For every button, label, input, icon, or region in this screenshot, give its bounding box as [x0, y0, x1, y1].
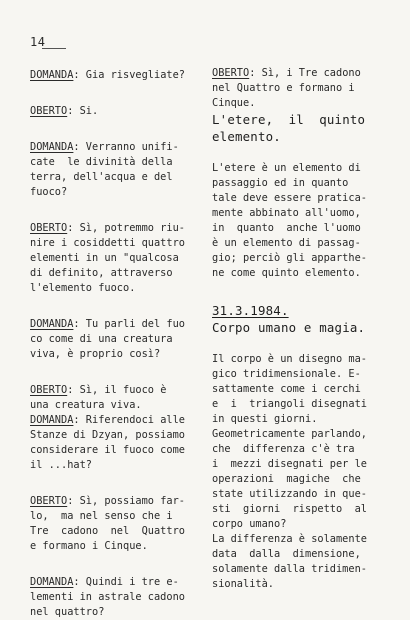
dialogue-block [30, 68, 202, 83]
text-line: Il corpo è un disegno ma- [212, 353, 367, 365]
dialogue-block [30, 140, 202, 200]
text-line [30, 494, 202, 509]
text-line: data dalla dimensione, [212, 548, 361, 560]
text-line [30, 575, 202, 590]
text-line: è un elemento di passag- [212, 237, 361, 249]
text-line: co come di una creatura [30, 333, 173, 345]
text-line: il ...hat? [30, 459, 92, 471]
dialogue-block [30, 104, 202, 119]
text-line: Geometricamente parlando, [212, 428, 367, 440]
text-line: tale deve essere pratica- [212, 192, 367, 204]
text-line: gico tridimensionale. E- [212, 368, 361, 380]
text: : Verranno unifi- [73, 141, 179, 153]
dialogue-block [30, 317, 202, 362]
text-line: in quanto anche l'uomo [212, 222, 361, 234]
text-line: fuoco? [30, 186, 68, 198]
text-line: solamente dalla tridimen- [212, 563, 367, 575]
text-line: Stanze di Dzyan, possiamo [30, 429, 185, 441]
text-line: sionalità. [212, 578, 274, 590]
text-line: sti giorni rispetto al [212, 503, 367, 515]
text-line [30, 104, 202, 119]
speaker-label: DOMANDA [30, 318, 74, 330]
speaker-label: OBERTO [30, 495, 68, 507]
text: : Sì, il fuoco è [67, 384, 167, 396]
text-line: l'elemento fuoco. [30, 282, 136, 294]
text-line: e formano i Cinque. [30, 540, 148, 552]
speaker-label: OBERTO [30, 222, 68, 234]
dialogue-block [212, 66, 380, 111]
speaker-label: OBERTO [212, 67, 250, 79]
text-line: sattamente come i cerchi [212, 383, 361, 395]
text-line: Cinque. [212, 97, 256, 109]
dialogue-block [30, 575, 202, 620]
speaker-label: OBERTO [30, 384, 68, 396]
text-line: L'etere è un elemento di [212, 162, 361, 174]
text-line [30, 317, 202, 332]
text-line: che differenza c'è tra [212, 443, 355, 455]
text-line: in questi giorni. [212, 413, 318, 425]
page-number: 14 [30, 35, 46, 49]
text-line: corpo umano? [212, 518, 287, 530]
text-line: una creatura viva. [30, 399, 142, 411]
text-line: nel Quattro e formano i [212, 82, 355, 94]
text-line: nire i cosiddetti quattro [30, 237, 185, 249]
text-line: cate le divinità della [30, 156, 173, 168]
text-line: ne come quinto elemento. [212, 267, 361, 279]
text: : Sì, possiamo far- [67, 495, 185, 507]
text-line: terra, dell'acqua e del [30, 171, 173, 183]
text-line: elementi in un "qualcosa [30, 252, 179, 264]
text-line: mente abbinato all'uomo, [212, 207, 361, 219]
right-column [212, 66, 380, 592]
paragraph [212, 161, 380, 281]
text-line: i mezzi disegnati per le [212, 458, 367, 470]
section-title: Corpo umano e magia. [212, 320, 366, 335]
paragraph [212, 352, 380, 592]
text: : Sì, i Tre cadono [249, 67, 361, 79]
dialogue-block [30, 494, 202, 554]
text-line [30, 383, 202, 398]
text-line: state utilizzando in que- [212, 488, 367, 500]
text-line [30, 413, 202, 428]
text-line: La differenza è solamente [212, 533, 367, 545]
section-date: 31.3.1984. [212, 303, 289, 318]
text: : Si. [67, 105, 99, 117]
dialogue-block [30, 383, 202, 413]
section-heading [212, 302, 380, 336]
text-line: lementi in astrale cadono [30, 591, 185, 603]
speaker-label: DOMANDA [30, 141, 74, 153]
dialogue-block [30, 221, 202, 296]
text-line: nel quattro? [30, 606, 105, 618]
text: : Riferendoci alle [73, 414, 185, 426]
speaker-label: DOMANDA [30, 414, 74, 426]
text-line: considerare il fuoco come [30, 444, 185, 456]
speaker-label: DOMANDA [30, 69, 74, 81]
text-line: operazioni magiche che [212, 473, 361, 485]
text: : Quindi i tre e- [73, 576, 179, 588]
page-number-rule [42, 48, 66, 49]
text-line: Tre cadono nel Quattro [30, 525, 185, 537]
speaker-label: DOMANDA [30, 576, 74, 588]
text-line [30, 140, 202, 155]
text-line: gio; perciò gli apparthe- [212, 252, 367, 264]
speaker-label: OBERTO [30, 105, 68, 117]
text-line: lo, ma nel senso che i [30, 510, 173, 522]
text: : Gia risvegliate? [73, 69, 185, 81]
text-line: viva, è proprio così? [30, 348, 161, 360]
text: : Tu parli del fuo [73, 318, 185, 330]
text-line: passaggio ed in quanto [212, 177, 349, 189]
text: : Sì, potremmo riu- [67, 222, 185, 234]
text-line [212, 66, 380, 81]
text-line [30, 68, 202, 83]
text-line: di definito, attraverso [30, 267, 173, 279]
text-line: e i triangoli disegnati [212, 398, 367, 410]
dialogue-block [30, 413, 202, 473]
text-line [30, 221, 202, 236]
left-column [30, 68, 202, 620]
section-heading: L'etere, il quinto elemento. [212, 112, 366, 144]
